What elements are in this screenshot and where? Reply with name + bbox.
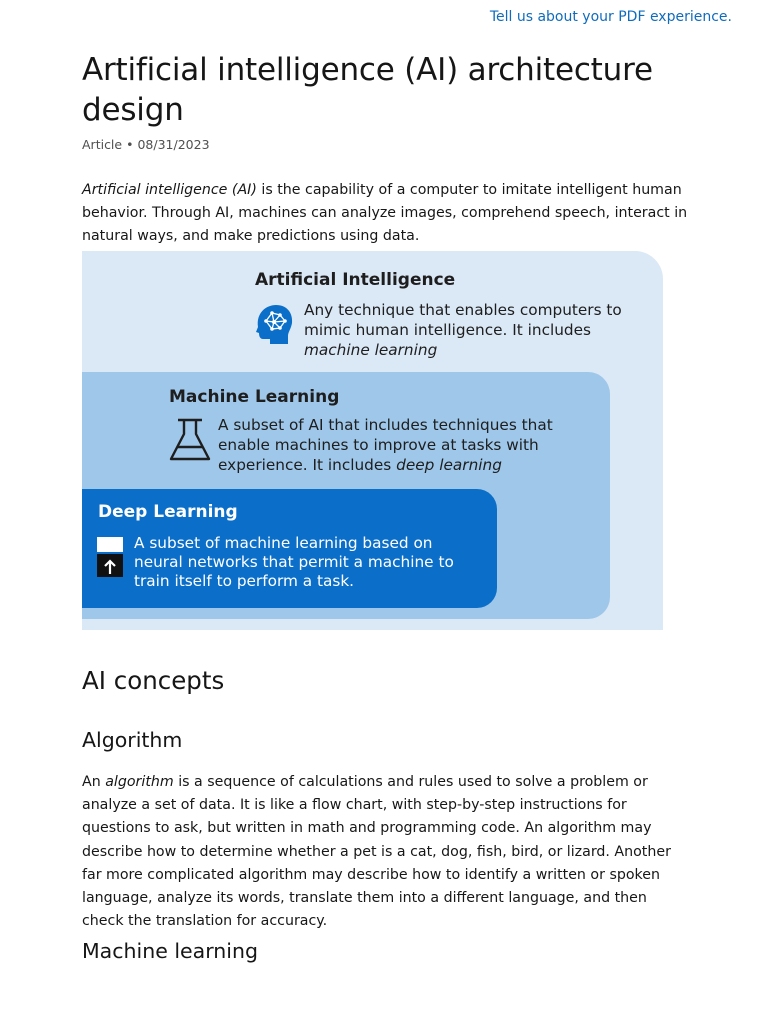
ai-description-emphasis: machine learning: [304, 341, 438, 359]
intro-paragraph: [82, 179, 688, 249]
algorithm-body: is a sequence of calculations and rules used to solve a problem or analyze a set of data. It is like a flow chart, with step-by-step instructions for questions to ask, but written in math and programming code. An algorithm may describe how to determine whether a pet is a cat, dog, fish, bird, or lizard. Another far more complicated algorithm may describe how to identify a written or spoken language, analyze its words, translate them into a different language, and then check the translation for accuracy.: [82, 774, 671, 930]
page-title: Artificial intelligence (AI) architecture design: [82, 52, 653, 128]
dl-level-panel: [82, 489, 497, 608]
ml-title: Machine Learning: [169, 387, 340, 407]
intro-text: is the capability of a computer to imitate intelligent human behavior. Through AI, machines can analyze images, comprehend speech, interact in natural ways, and make predictions using data.: [82, 182, 688, 245]
machine-learning-heading: Machine learning: [82, 939, 258, 963]
pdf-feedback-link[interactable]: Tell us about your PDF experience.: [489, 9, 732, 25]
ml-description: [218, 415, 578, 475]
article-header: [82, 50, 688, 249]
algorithm-heading: Algorithm: [82, 728, 183, 752]
ai-description: [304, 300, 644, 360]
algorithm-lead: An: [82, 774, 106, 790]
ai-concepts-heading: AI concepts: [82, 666, 225, 695]
ai-title: Artificial Intelligence: [255, 270, 456, 290]
ml-description-emphasis: deep learning: [396, 456, 502, 474]
article-meta: [82, 137, 688, 153]
algorithm-paragraph: [82, 771, 688, 933]
flask-icon: [168, 417, 212, 463]
dl-title: Deep Learning: [98, 502, 238, 522]
ml-description-text: A subset of AI that includes techniques that enable machines to improve at tasks with experience. It includes: [218, 416, 553, 474]
upload-arrow-icon: [97, 537, 123, 577]
article-type: Article: [82, 137, 123, 152]
ai-ml-dl-diagram: [82, 251, 663, 630]
meta-separator: •: [126, 137, 134, 152]
article-date: 08/31/2023: [137, 137, 210, 152]
algorithm-term: algorithm: [105, 774, 174, 790]
intro-term: Artificial intelligence (AI): [82, 182, 257, 198]
dl-description: A subset of machine learning based on neural networks that permit a machine to train itself to perform a task.: [134, 534, 454, 590]
ai-description-text: Any technique that enables computers to mimic human intelligence. It includes: [304, 301, 622, 339]
brain-head-icon: [254, 303, 294, 345]
